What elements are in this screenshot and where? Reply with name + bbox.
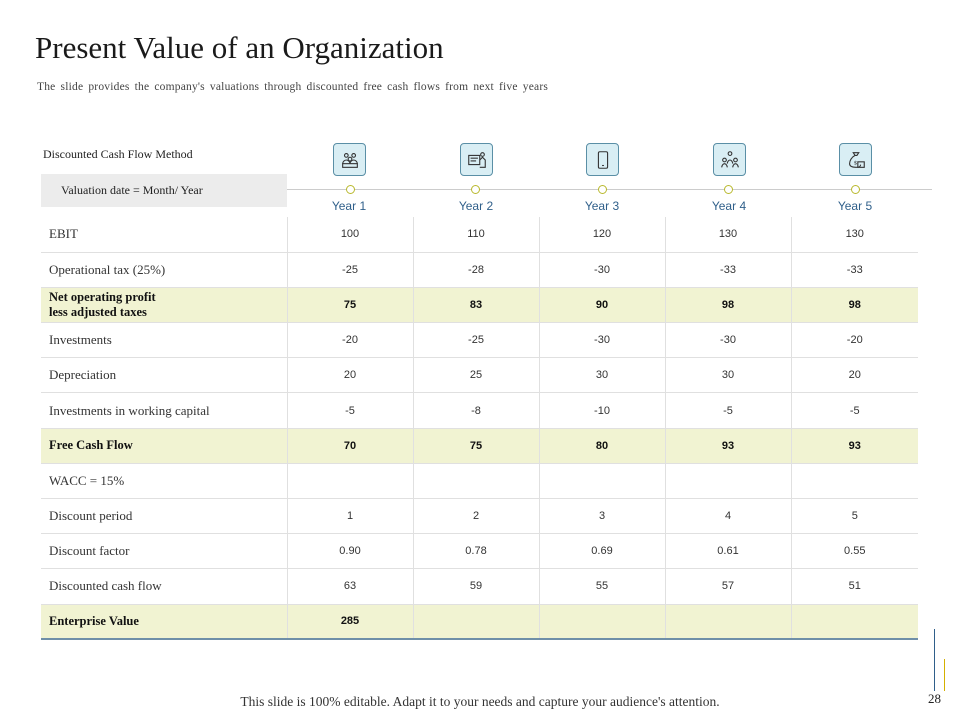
table-row bbox=[41, 499, 918, 534]
year-label: Year 3 bbox=[584, 199, 620, 213]
table-cell: 75 bbox=[413, 428, 539, 463]
row-label: Discount period bbox=[41, 499, 287, 534]
table-cell: 100 bbox=[287, 217, 413, 252]
valuation-date-box bbox=[41, 174, 287, 207]
accent-line-gold bbox=[944, 659, 945, 691]
year-label: Year 1 bbox=[331, 199, 367, 213]
table-cell bbox=[287, 463, 413, 498]
table-cell: 59 bbox=[413, 569, 539, 604]
table-cell: -25 bbox=[287, 252, 413, 287]
footer-note: This slide is 100% editable. Adapt it to your needs and capture your audience's attention. bbox=[240, 694, 720, 709]
table-cell: -10 bbox=[539, 393, 665, 428]
table-cell: 63 bbox=[287, 569, 413, 604]
table-row bbox=[41, 428, 918, 463]
table-row bbox=[41, 217, 918, 252]
timeline-line bbox=[287, 189, 932, 190]
valuation-date-text: Valuation date = Month/ Year bbox=[61, 183, 203, 197]
table-cell: -8 bbox=[413, 393, 539, 428]
table-cell: 75 bbox=[287, 287, 413, 322]
year-label: Year 5 bbox=[837, 199, 873, 213]
table-cell: -5 bbox=[665, 393, 791, 428]
table-cell: 55 bbox=[539, 569, 665, 604]
row-label: Discount factor bbox=[41, 534, 287, 569]
table-row bbox=[41, 252, 918, 287]
table-row bbox=[41, 358, 918, 393]
row-label: EBIT bbox=[41, 217, 287, 252]
table-cell: 30 bbox=[665, 358, 791, 393]
table-cell bbox=[539, 463, 665, 498]
table-cell: 130 bbox=[665, 217, 791, 252]
table-cell: -30 bbox=[539, 323, 665, 358]
table-cell: 120 bbox=[539, 217, 665, 252]
table-cell: -33 bbox=[791, 252, 918, 287]
timeline-dot bbox=[598, 185, 607, 194]
table-cell bbox=[665, 604, 791, 639]
table-cell: -25 bbox=[413, 323, 539, 358]
table-row bbox=[41, 463, 918, 498]
table-row bbox=[41, 323, 918, 358]
row-label: Discounted cash flow bbox=[41, 569, 287, 604]
table-row bbox=[41, 393, 918, 428]
table-cell: 51 bbox=[791, 569, 918, 604]
table-row bbox=[41, 569, 918, 604]
row-label: WACC = 15% bbox=[41, 463, 287, 498]
table-cell: 98 bbox=[791, 287, 918, 322]
row-label: Net operating profit less adjusted taxes bbox=[41, 287, 287, 322]
presenter-board-icon bbox=[460, 143, 493, 176]
table-cell bbox=[539, 604, 665, 639]
table-cell: 2 bbox=[413, 499, 539, 534]
table-cell: -20 bbox=[287, 323, 413, 358]
table-cell: 130 bbox=[791, 217, 918, 252]
table-cell bbox=[413, 463, 539, 498]
table-cell: 83 bbox=[413, 287, 539, 322]
table-cell: -30 bbox=[665, 323, 791, 358]
dcf-table bbox=[41, 217, 918, 640]
table-cell: 4 bbox=[665, 499, 791, 534]
year-label: Year 2 bbox=[458, 199, 494, 213]
row-label: Investments in working capital bbox=[41, 393, 287, 428]
table-cell: 93 bbox=[791, 428, 918, 463]
table-cell: 98 bbox=[665, 287, 791, 322]
accent-line-blue bbox=[934, 629, 935, 691]
table-cell: 0.78 bbox=[413, 534, 539, 569]
table-cell: 57 bbox=[665, 569, 791, 604]
table-cell: 5 bbox=[791, 499, 918, 534]
table-cell: 25 bbox=[413, 358, 539, 393]
table-cell: -33 bbox=[665, 252, 791, 287]
table-cell bbox=[665, 463, 791, 498]
table-cell: 285 bbox=[287, 604, 413, 639]
table-cell: 0.69 bbox=[539, 534, 665, 569]
table-cell bbox=[413, 604, 539, 639]
row-label: Operational tax (25%) bbox=[41, 252, 287, 287]
table-cell: 0.55 bbox=[791, 534, 918, 569]
timeline-dot bbox=[471, 185, 480, 194]
money-bag-icon bbox=[839, 143, 872, 176]
method-label: Discounted Cash Flow Method bbox=[43, 147, 193, 161]
table-cell: -20 bbox=[791, 323, 918, 358]
table-cell: 110 bbox=[413, 217, 539, 252]
year-label: Year 4 bbox=[711, 199, 747, 213]
table-cell: 0.90 bbox=[287, 534, 413, 569]
table-cell: 30 bbox=[539, 358, 665, 393]
table-cell: 90 bbox=[539, 287, 665, 322]
table-cell: -5 bbox=[791, 393, 918, 428]
table-cell bbox=[791, 463, 918, 498]
table-row bbox=[41, 287, 918, 322]
team-icon bbox=[333, 143, 366, 176]
table-cell: 1 bbox=[287, 499, 413, 534]
table-cell: 0.61 bbox=[665, 534, 791, 569]
table-cell: 20 bbox=[791, 358, 918, 393]
svg-text:$: $ bbox=[853, 160, 857, 167]
table-cell: -28 bbox=[413, 252, 539, 287]
timeline-dot bbox=[851, 185, 860, 194]
table-cell: -5 bbox=[287, 393, 413, 428]
row-label: Enterprise Value bbox=[41, 604, 287, 639]
page-number: 28 bbox=[928, 691, 941, 706]
row-label: Free Cash Flow bbox=[41, 428, 287, 463]
table-cell: 3 bbox=[539, 499, 665, 534]
slide-title: Present Value of an Organization bbox=[35, 30, 444, 65]
table-cell: 20 bbox=[287, 358, 413, 393]
mobile-phone-icon bbox=[586, 143, 619, 176]
table-cell bbox=[791, 604, 918, 639]
table-row bbox=[41, 604, 918, 639]
table-row bbox=[41, 534, 918, 569]
people-network-icon bbox=[713, 143, 746, 176]
timeline-dot bbox=[724, 185, 733, 194]
table-cell: 93 bbox=[665, 428, 791, 463]
row-label: Investments bbox=[41, 323, 287, 358]
row-label: Depreciation bbox=[41, 358, 287, 393]
table-cell: 80 bbox=[539, 428, 665, 463]
table-cell: 70 bbox=[287, 428, 413, 463]
slide-subtitle: The slide provides the company's valuations through discounted free cash flows from next five years bbox=[37, 81, 549, 93]
table-cell: -30 bbox=[539, 252, 665, 287]
timeline-dot bbox=[346, 185, 355, 194]
